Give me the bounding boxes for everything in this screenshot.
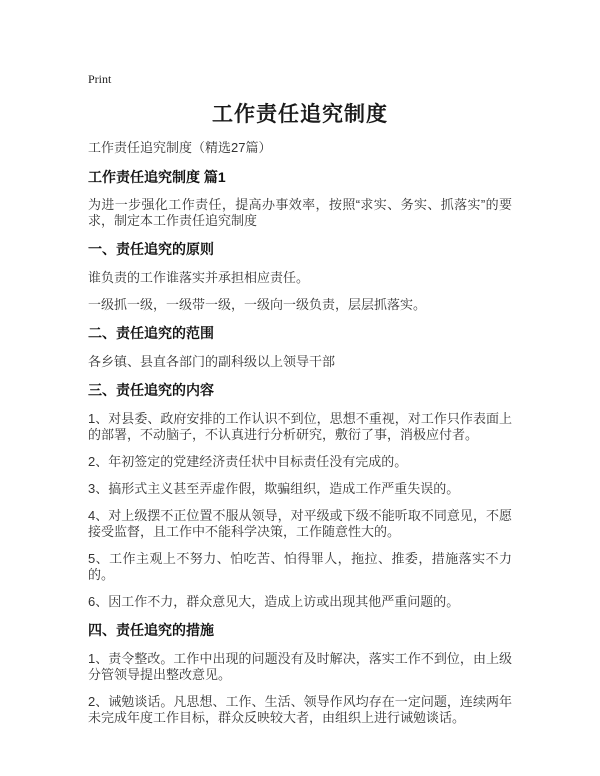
list-item-3: 3、搞形式主义甚至弄虚作假，欺骗组织，造成工作严重失误的。 <box>88 481 460 496</box>
list-item-6: 6、因工作不力，群众意见大，造成上访或出现其他严重问题的。 <box>88 594 460 609</box>
heading-principles: 一、责任追究的原则 <box>88 241 214 257</box>
list-item-1: 1、对县委、政府安排的工作认识不到位，思想不重视，对工作只作表面上的部署，不动脑子，不认真进行分析研究，敷衍了事，消极应付者。 <box>88 411 512 442</box>
heading-measures: 四、责任追究的措施 <box>88 622 214 638</box>
list-item-5: 5、工作主观上不努力、怕吃苦、怕得罪人，拖拉、推委，措施落实不力的。 <box>88 551 512 582</box>
body-paragraph: 一级抓一级，一级带一级，一级向一级负责，层层抓落实。 <box>88 297 427 312</box>
body-paragraph: 各乡镇、县直各部门的副科级以上领导干部 <box>88 354 336 369</box>
list-item-4: 4、对上级摆不正位置不服从领导，对平级或下级不能听取不同意见，不愿接受监督，且工作中不能科学决策，工作随意性大的。 <box>88 508 512 539</box>
document-subtitle: 工作责任追究制度（精选27篇） <box>88 140 272 155</box>
list-item-2: 2、年初签定的党建经济责任状中目标责任没有完成的。 <box>88 454 408 469</box>
article-section-title: 工作责任追究制度 篇1 <box>88 169 226 185</box>
print-link[interactable]: Print <box>88 72 112 86</box>
intro-paragraph: 为进一步强化工作责任，提高办事效率，按照“求实、务实、抓落实”的要求，制定本工作责任追究制度 <box>88 197 512 228</box>
heading-scope: 二、责任追究的范围 <box>88 325 214 341</box>
body-paragraph: 谁负责的工作谁落实并承担相应责任。 <box>88 270 310 285</box>
measure-item-2: 2、诫勉谈话。凡思想、工作、生活、领导作风均存在一定问题，连续两年未完成年度工作目标，群众反映较大者，由组织上进行诫勉谈话。 <box>88 694 512 725</box>
article-body <box>88 169 512 726</box>
page-title: 工作责任追究制度 <box>212 103 388 126</box>
measure-item-1: 1、责令整改。工作中出现的问题没有及时解决，落实工作不到位，由上级分管领导提出整改意见。 <box>88 651 512 682</box>
heading-content: 三、责任追究的内容 <box>88 382 214 398</box>
